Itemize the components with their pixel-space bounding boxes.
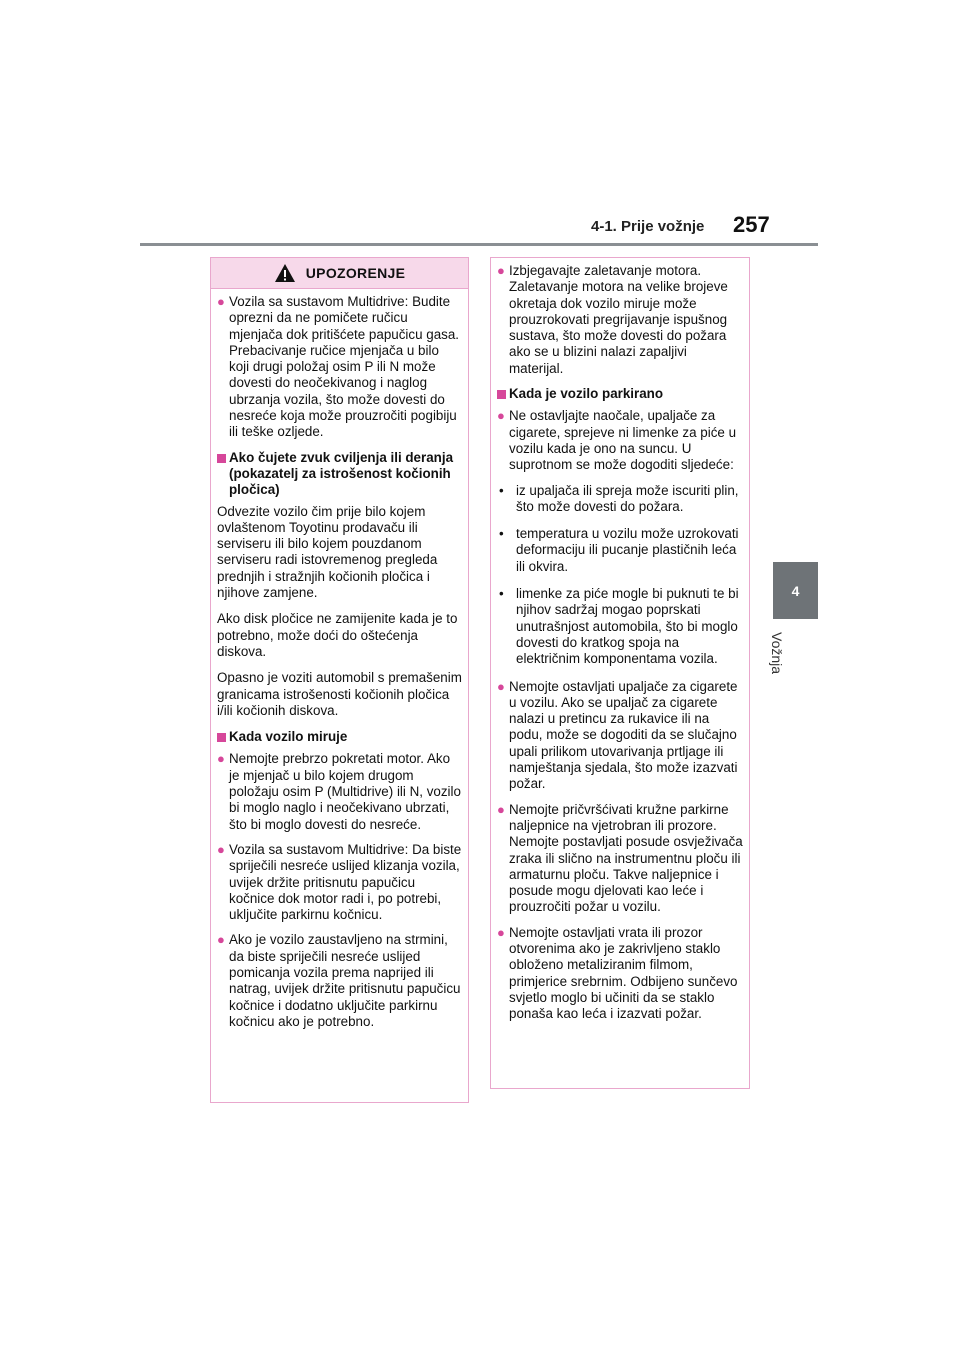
bullet-circle-icon: ● xyxy=(497,678,505,694)
bullet-circle-icon: ● xyxy=(217,294,225,309)
warning-content-left xyxy=(211,289,468,1043)
chapter-tab xyxy=(773,562,818,619)
chapter-number: 4 xyxy=(791,582,800,599)
list-item: ● Vozila sa sustavom Multidrive: Da biste spriječili nesreće uslijed klizanja vozila, uvijek držite pritisnutu papučicu kočnice dok motor radi i, po potrebi, uključite parkirnu kočnicu. xyxy=(217,841,462,923)
bullet-circle-icon: ● xyxy=(497,263,505,278)
sub-list-item: • limenke za piće mogle bi puknuti te bi njihov sadržaj mogao poprskati unutrašnjost automobila, što bi moglo dovesti do kratkog spoja na električnim komponentama vozila. xyxy=(499,586,739,667)
list-item: ● Nemojte ostavljati vrata ili prozor otvorenima ako je zakrivljeno staklo obloženo metaliziranim filmom, primjerice srebrnim. Odbijeno sunčevo svjetlo moglo bi učiniti da se staklo ponaša kao leća i izazvati požar. xyxy=(497,924,738,1022)
sub-list-item: • iz upaljača ili spreja može iscuriti plin, što može dovesti do požara. xyxy=(499,482,739,514)
subheading: Kada vozilo miruje xyxy=(217,729,462,746)
bullet-dot-icon: • xyxy=(499,586,504,602)
bullet-circle-icon: ● xyxy=(497,801,505,817)
warning-box-left xyxy=(210,257,469,1103)
warning-triangle-icon xyxy=(274,263,296,283)
bullet-circle-icon: ● xyxy=(497,408,505,424)
bullet-dot-icon: • xyxy=(499,526,504,542)
list-item: ● Nemojte pričvršćivati kružne parkirne naljepnice na vjetrobran ili prozore. Nemojte postavljati posude osvježivača zraka ili slično na instrumentnu ploču ili armaturnu ploču. Takve naljepnice i posude mogu djelovati kao leće i prouzročiti požar u vozilu. xyxy=(497,801,743,915)
bullet-square-icon xyxy=(497,390,506,399)
chapter-name: Vožnja xyxy=(769,632,785,675)
subheading: Kada je vozilo parkirano xyxy=(497,386,743,403)
list-item: ● Izbjegavajte zaletavanje motora. Zaletavanje motora na velike brojeve okretaja dok vozilo miruje može prouzrokovati pregrijavanje ispušnog sustava, što može dovesti do požara ako se u blizini nalazi zapaljivi materijal. xyxy=(497,263,728,376)
list-item: ● Nemojte ostavljati upaljače za cigarete u vozilu. Ako se upaljač za cigarete nalazi u pretincu za rukavice ili na podu, može se dogoditi da se slučajno upali prilikom utovarivanja prtljage ili namještanja sjedala, što može izazvati požar. xyxy=(497,678,738,792)
warning-content-right xyxy=(491,258,749,1035)
paragraph: Ako disk pločice ne zamijenite kada je to potrebno, može doći do oštećenja diskova. xyxy=(217,611,458,659)
warning-header xyxy=(211,258,468,289)
bullet-circle-icon: ● xyxy=(217,841,225,857)
bullet-circle-icon: ● xyxy=(217,751,225,767)
bullet-circle-icon: ● xyxy=(497,924,505,940)
list-item: ● Ne ostavljajte naočale, upaljače za cigarete, spreјeve ni limenke za piće u vozilu kada je ono na suncu. U suprotnom se može dogoditi sljedeće: xyxy=(497,408,737,473)
warning-box-right xyxy=(490,257,750,1089)
paragraph: Odvezite vozilo čim prije bilo kojem ovlaštenom Toyotinu prodavaču ili serviseru ili bilo kojem pouzdanom serviseru radi istovremenog pregleda prednjih i stražnjih kočionih pločica i njihove zamjene. xyxy=(217,503,438,601)
bullet-square-icon xyxy=(217,454,226,463)
bullet-square-icon xyxy=(217,733,226,742)
paragraph: Opasno je voziti automobil s premašenim granicama istrošenosti kočionih pločica i/ili kočionih diskova. xyxy=(217,670,462,718)
page-number: 257 xyxy=(733,212,770,237)
bullet-circle-icon: ● xyxy=(217,932,225,948)
list-item: ● Nemojte prebrzo pokretati motor. Ako je mjenjač u bilo kojem drugom položaju osim P (Multidrive) ili N, vozilo bi moglo naglo i neočekivano ubrzati, što bi moglo dovesti do nesreće. xyxy=(217,751,461,832)
warning-title: UPOZORENJE xyxy=(305,265,406,281)
list-item: ● Ako je vozilo zaustavljeno na strmini, da biste spriječili nesreće uslijed pomicanja vozila prema naprijed ili natrag, uvijek držite pritisnutu papučicu kočnice i dodatno uključite parkirnu kočnicu ako je potrebno. xyxy=(217,932,461,1029)
subheading: Ako čujete zvuk cviljenja ili deranja (pokazatelj za istrošenost kočionih pločica) xyxy=(217,450,462,499)
bullet-dot-icon: • xyxy=(499,482,504,498)
list-item: ● Vozila sa sustavom Multidrive: Budite oprezni da ne pomičete ručicu mjenjača dok pritišćete papučicu gasa. Prebacivanje ručice mjenjača u bilo koji drugi položaj osim P ili N može dovesti do neočekivanog i naglog ubrzanja vozila, što može dovesti do nesreće koja može prouzročiti pogibiju ili teške ozljede. xyxy=(217,294,460,440)
sub-list-item: • temperatura u vozilu može uzrokovati deformaciju ili pucanje plastičnih leća ili okvira. xyxy=(499,526,739,574)
section-title: 4-1. Prije vožnje xyxy=(591,218,705,235)
header-rule xyxy=(140,243,818,246)
